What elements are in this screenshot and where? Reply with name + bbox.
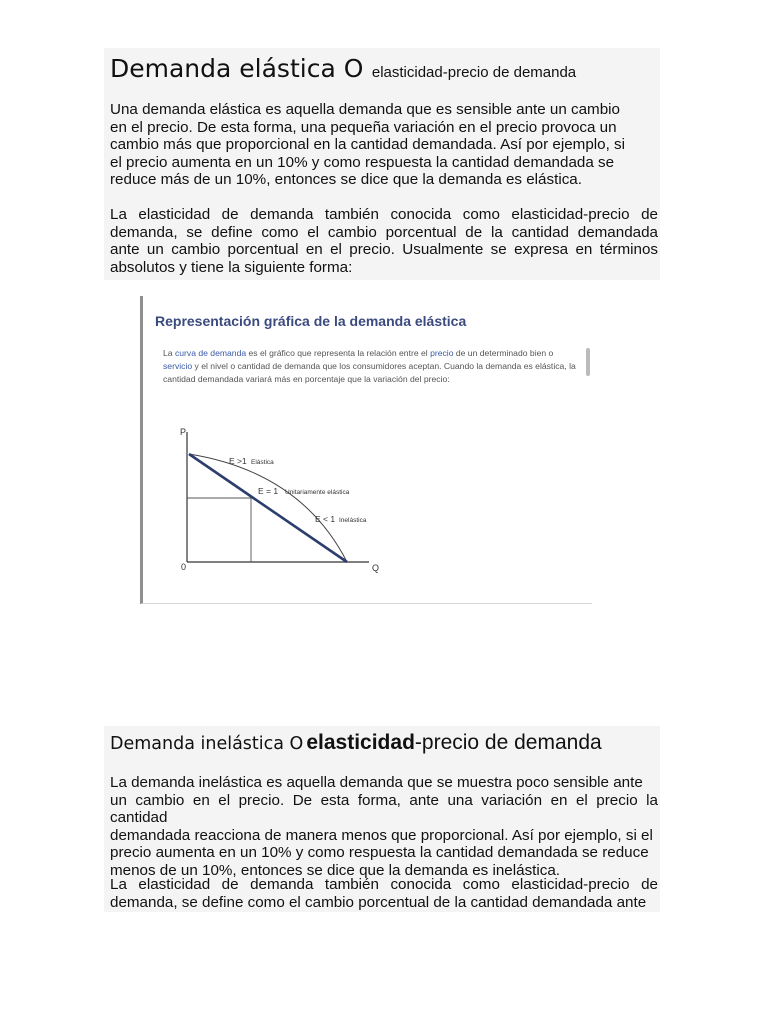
text-line: cambio más que proporcional en la cantidad demandada. Así por ejemplo, si [110,136,625,154]
link-curva-de-demanda: curva de demanda [174,348,247,358]
section2-heading-part1: Demanda inelástica O [110,734,304,754]
section1-heading-sub: elasticidad-precio de demanda [371,64,577,81]
label-inelastic-sub: Inelástica [339,517,367,524]
figure-title: Representación gráfica de la demanda elástica [155,313,467,329]
label-elastic-main: E >1 [229,456,247,466]
text-line: La elasticidad de demanda también conocida como elasticidad-precio de [110,206,658,223]
text-line: precio aumenta en un 10% y como respuesta la cantidad demandada se reduce [110,844,649,862]
demand-line [189,454,347,562]
section2-heading [110,731,602,755]
section2-heading-part3: -precio de demanda [414,731,602,754]
link-servicio: servicio [163,361,193,371]
figure-text-intro: La [163,348,175,358]
text-line: Una demanda elástica es aquella demanda que es sensible ante un cambio [110,101,620,118]
text-line: La elasticidad de demanda también conocida como elasticidad-precio de [110,876,658,893]
text-line: La demanda inelástica es aquella demanda que se muestra poco sensible ante [110,774,643,791]
y-axis-label: P [180,427,187,437]
section1-heading [110,54,576,83]
text-line: el precio aumenta en un 10% y como respuesta la cantidad demandada se [110,153,615,171]
text-line: un cambio en el precio. De esta forma, ante una variación en el precio la cantidad [110,791,658,827]
text-line: demanda, se define como el cambio porcentual de la cantidad demandada ante [110,893,647,911]
section2-paragraph2 [110,876,658,911]
label-unit-sub: Unitariamente elástica [285,489,350,496]
text-line: en el precio. De esta forma, una pequeña variación en el precio provoca un [110,118,617,136]
text-line: absolutos y tiene la siguiente forma: [110,258,353,276]
figure-text-rest: y el nivel o cantidad de demanda que los consumidores aceptan. Cuando la demanda es elástica, la cantidad demandada variará más en porcentaje que la variación del precio: [163,361,576,384]
link-precio: precio [430,348,454,358]
origin-label: 0 [181,562,187,572]
demand-diagram [143,296,595,604]
text-line: reduce más de un 10%, entonces se dice que la demanda es elástica. [110,171,582,189]
text-line: menos de un 10%, entonces se dice que la demanda es inelástica. [110,861,561,879]
text-line: demandada reacciona de manera menos que proporcional. Así por ejemplo, si el [110,826,653,844]
text-line: demanda, se define como el cambio porcentual de la cantidad demandada [110,223,658,241]
text-line: ante un cambio porcentual en el precio. Usualmente se expresa en términos [110,241,658,259]
figure-text-mid2: de un determinado bien o [453,348,554,358]
section1-paragraph2 [110,206,658,276]
label-unit-main: E = 1 [258,486,279,496]
elastic-demand-figure [140,296,592,604]
section2-heading-part2: elasticidad [306,731,415,754]
section1-heading-main: Demanda elástica O [110,54,364,83]
x-axis-label: Q [372,563,380,573]
section1-paragraph1 [110,101,658,189]
label-inelastic-main: E < 1 [315,514,336,524]
figure-text-mid1: es el gráfico que representa la relación entre el [246,348,431,358]
section2-paragraph1 [110,774,658,880]
label-elastic-sub: Elástica [251,459,274,466]
